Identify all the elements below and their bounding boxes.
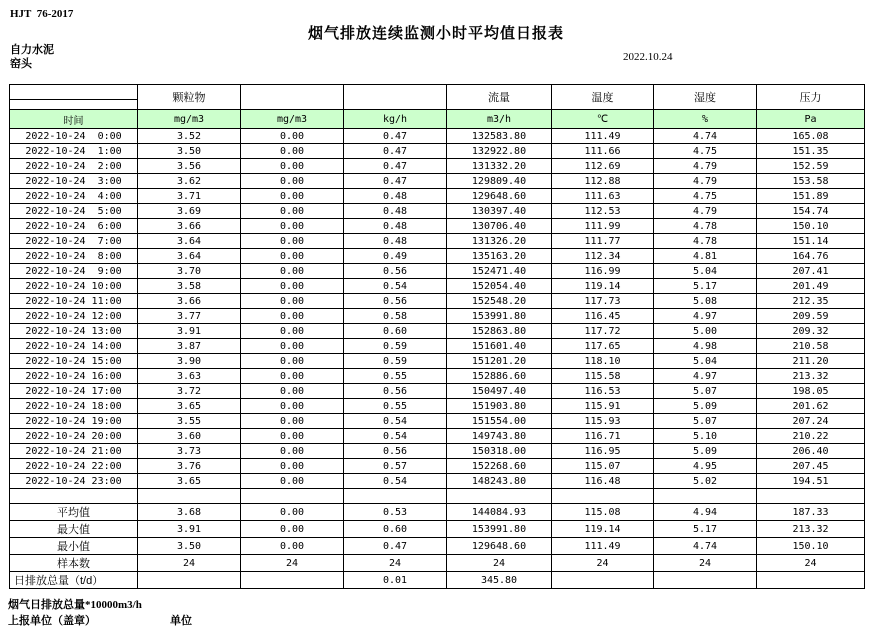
value-cell: 0.47 [344, 159, 447, 174]
value-cell: 210.58 [757, 339, 865, 354]
value-cell: 3.91 [138, 324, 241, 339]
data-row [10, 279, 865, 294]
value-cell: 0.00 [241, 444, 344, 459]
data-row [10, 354, 865, 369]
value-cell: 0.00 [241, 294, 344, 309]
value-cell: 0.00 [241, 159, 344, 174]
summary-value-cell [654, 572, 757, 589]
summary-value-cell [241, 572, 344, 589]
value-cell: 0.00 [241, 324, 344, 339]
data-row [10, 144, 865, 159]
value-cell: 0.47 [344, 174, 447, 189]
summary-label: 最大值 [10, 521, 138, 538]
value-cell: 3.50 [138, 144, 241, 159]
value-cell: 4.75 [654, 189, 757, 204]
header-pressure: 压力 [757, 85, 865, 110]
value-cell: 0.00 [241, 264, 344, 279]
time-cell: 2022-10-24 6:00 [10, 219, 138, 234]
value-cell: 117.72 [552, 324, 654, 339]
summary-label: 样本数 [10, 555, 138, 572]
value-cell: 0.00 [241, 399, 344, 414]
value-cell: 0.00 [241, 144, 344, 159]
value-cell: 5.09 [654, 399, 757, 414]
value-cell: 0.00 [241, 369, 344, 384]
time-cell: 2022-10-24 23:00 [10, 474, 138, 489]
value-cell: 151554.00 [447, 414, 552, 429]
value-cell: 116.53 [552, 384, 654, 399]
value-cell: 0.54 [344, 474, 447, 489]
summary-value-cell: 111.49 [552, 538, 654, 555]
summary-value-cell: 0.60 [344, 521, 447, 538]
value-cell: 0.56 [344, 294, 447, 309]
value-cell: 0.00 [241, 429, 344, 444]
value-cell: 3.70 [138, 264, 241, 279]
summary-value-cell: 24 [138, 555, 241, 572]
value-cell: 0.00 [241, 459, 344, 474]
value-cell: 0.00 [241, 219, 344, 234]
value-cell: 0.00 [241, 174, 344, 189]
value-cell: 207.41 [757, 264, 865, 279]
spacer-row [10, 489, 865, 504]
report-table [9, 84, 865, 589]
data-row [10, 159, 865, 174]
time-cell: 2022-10-24 14:00 [10, 339, 138, 354]
summary-row [10, 504, 865, 521]
value-cell: 4.79 [654, 174, 757, 189]
summary-value-cell: 3.91 [138, 521, 241, 538]
summary-value-cell [757, 572, 865, 589]
value-cell: 5.04 [654, 354, 757, 369]
summary-value-cell: 144084.93 [447, 504, 552, 521]
time-cell: 2022-10-24 4:00 [10, 189, 138, 204]
value-cell: 151601.40 [447, 339, 552, 354]
value-cell: 4.74 [654, 129, 757, 144]
value-cell: 117.65 [552, 339, 654, 354]
value-cell: 5.08 [654, 294, 757, 309]
value-cell: 152886.60 [447, 369, 552, 384]
value-cell: 3.90 [138, 354, 241, 369]
value-cell: 0.00 [241, 204, 344, 219]
value-cell: 3.76 [138, 459, 241, 474]
summary-label: 日排放总量（t/d） [10, 572, 138, 589]
value-cell: 116.45 [552, 309, 654, 324]
value-cell: 3.65 [138, 399, 241, 414]
value-cell: 118.10 [552, 354, 654, 369]
spacer-cell [757, 489, 865, 504]
value-cell: 151.35 [757, 144, 865, 159]
value-cell: 151903.80 [447, 399, 552, 414]
value-cell: 0.00 [241, 384, 344, 399]
value-cell: 4.78 [654, 234, 757, 249]
time-cell: 2022-10-24 15:00 [10, 354, 138, 369]
summary-value-cell: 3.50 [138, 538, 241, 555]
value-cell: 112.88 [552, 174, 654, 189]
time-cell: 2022-10-24 3:00 [10, 174, 138, 189]
value-cell: 0.59 [344, 339, 447, 354]
value-cell: 210.22 [757, 429, 865, 444]
summary-value-cell: 24 [654, 555, 757, 572]
value-cell: 4.81 [654, 249, 757, 264]
summary-row [10, 572, 865, 589]
summary-row [10, 521, 865, 538]
value-cell: 116.48 [552, 474, 654, 489]
time-cell: 2022-10-24 9:00 [10, 264, 138, 279]
time-cell: 2022-10-24 10:00 [10, 279, 138, 294]
time-cell: 2022-10-24 13:00 [10, 324, 138, 339]
unit-label: 单位 [170, 615, 192, 627]
unit-mgm3-1: mg/m3 [138, 110, 241, 129]
value-cell: 115.91 [552, 399, 654, 414]
summary-value-cell [138, 572, 241, 589]
unit-m3h: m3/h [447, 110, 552, 129]
value-cell: 116.95 [552, 444, 654, 459]
monitoring-point: 窑头 [10, 58, 32, 70]
spacer-cell [241, 489, 344, 504]
value-cell: 4.79 [654, 204, 757, 219]
value-cell: 152471.40 [447, 264, 552, 279]
data-row [10, 399, 865, 414]
value-cell: 0.60 [344, 324, 447, 339]
summary-value-cell: 0.47 [344, 538, 447, 555]
report-unit-label: 上报单位（盖章） [8, 615, 96, 627]
summary-label: 平均值 [10, 504, 138, 521]
header-humidity: 湿度 [654, 85, 757, 110]
value-cell: 3.65 [138, 474, 241, 489]
summary-value-cell: 115.08 [552, 504, 654, 521]
value-cell: 131326.20 [447, 234, 552, 249]
data-row [10, 309, 865, 324]
summary-value-cell: 129648.60 [447, 538, 552, 555]
value-cell: 207.45 [757, 459, 865, 474]
value-cell: 115.93 [552, 414, 654, 429]
value-cell: 148243.80 [447, 474, 552, 489]
value-cell: 153991.80 [447, 309, 552, 324]
unit-mgm3-2: mg/m3 [241, 110, 344, 129]
summary-value-cell: 119.14 [552, 521, 654, 538]
value-cell: 0.00 [241, 189, 344, 204]
time-cell: 2022-10-24 18:00 [10, 399, 138, 414]
data-row [10, 219, 865, 234]
value-cell: 119.14 [552, 279, 654, 294]
value-cell: 0.54 [344, 279, 447, 294]
header-empty-2 [344, 85, 447, 110]
value-cell: 3.60 [138, 429, 241, 444]
page-title: 烟气排放连续监测小时平均值日报表 [307, 26, 564, 42]
summary-value-cell: 3.68 [138, 504, 241, 521]
value-cell: 0.55 [344, 369, 447, 384]
value-cell: 132583.80 [447, 129, 552, 144]
time-cell: 2022-10-24 16:00 [10, 369, 138, 384]
value-cell: 4.95 [654, 459, 757, 474]
data-row [10, 429, 865, 444]
summary-label: 最小值 [10, 538, 138, 555]
value-cell: 201.62 [757, 399, 865, 414]
value-cell: 5.02 [654, 474, 757, 489]
value-cell: 0.00 [241, 129, 344, 144]
value-cell: 129809.40 [447, 174, 552, 189]
data-row [10, 174, 865, 189]
value-cell: 0.59 [344, 354, 447, 369]
summary-value-cell: 213.32 [757, 521, 865, 538]
value-cell: 3.66 [138, 219, 241, 234]
value-cell: 4.75 [654, 144, 757, 159]
value-cell: 212.35 [757, 294, 865, 309]
value-cell: 194.51 [757, 474, 865, 489]
value-cell: 3.87 [138, 339, 241, 354]
header-temperature: 温度 [552, 85, 654, 110]
spacer-cell [138, 489, 241, 504]
time-cell: 2022-10-24 17:00 [10, 384, 138, 399]
value-cell: 3.52 [138, 129, 241, 144]
unit-percent: % [654, 110, 757, 129]
summary-value-cell: 153991.80 [447, 521, 552, 538]
value-cell: 213.32 [757, 369, 865, 384]
value-cell: 5.07 [654, 384, 757, 399]
unit-time: 时间 [10, 110, 138, 129]
value-cell: 0.56 [344, 264, 447, 279]
value-cell: 3.77 [138, 309, 241, 324]
unit-header-row [10, 110, 865, 129]
header-empty-1 [241, 85, 344, 110]
value-cell: 152268.60 [447, 459, 552, 474]
value-cell: 4.98 [654, 339, 757, 354]
value-cell: 0.00 [241, 249, 344, 264]
value-cell: 0.00 [241, 354, 344, 369]
value-cell: 112.34 [552, 249, 654, 264]
value-cell: 3.73 [138, 444, 241, 459]
value-cell: 116.99 [552, 264, 654, 279]
value-cell: 111.49 [552, 129, 654, 144]
value-cell: 111.66 [552, 144, 654, 159]
value-cell: 115.07 [552, 459, 654, 474]
table-body [10, 129, 865, 589]
value-cell: 131332.20 [447, 159, 552, 174]
spacer-cell [552, 489, 654, 504]
value-cell: 3.58 [138, 279, 241, 294]
value-cell: 209.32 [757, 324, 865, 339]
time-cell: 2022-10-24 12:00 [10, 309, 138, 324]
value-cell: 0.00 [241, 414, 344, 429]
spacer-cell [344, 489, 447, 504]
time-cell: 2022-10-24 0:00 [10, 129, 138, 144]
standard-code: HJT 76-2017 [10, 8, 74, 20]
value-cell: 111.77 [552, 234, 654, 249]
value-cell: 3.64 [138, 234, 241, 249]
value-cell: 4.97 [654, 309, 757, 324]
value-cell: 0.54 [344, 429, 447, 444]
time-cell: 2022-10-24 19:00 [10, 414, 138, 429]
value-cell: 5.04 [654, 264, 757, 279]
summary-value-cell: 24 [552, 555, 654, 572]
summary-value-cell: 24 [447, 555, 552, 572]
header-flow: 流量 [447, 85, 552, 110]
value-cell: 5.09 [654, 444, 757, 459]
value-cell: 152054.40 [447, 279, 552, 294]
value-cell: 0.47 [344, 129, 447, 144]
data-row [10, 294, 865, 309]
value-cell: 152.59 [757, 159, 865, 174]
value-cell: 0.48 [344, 219, 447, 234]
data-row [10, 339, 865, 354]
value-cell: 0.00 [241, 234, 344, 249]
summary-row [10, 555, 865, 572]
value-cell: 3.56 [138, 159, 241, 174]
report-date: 2022.10.24 [623, 51, 673, 63]
time-cell: 2022-10-24 8:00 [10, 249, 138, 264]
time-cell: 2022-10-24 21:00 [10, 444, 138, 459]
data-row [10, 249, 865, 264]
value-cell: 3.63 [138, 369, 241, 384]
summary-value-cell: 0.53 [344, 504, 447, 521]
header-particulate: 颗粒物 [138, 85, 241, 110]
value-cell: 5.10 [654, 429, 757, 444]
value-cell: 3.72 [138, 384, 241, 399]
summary-value-cell: 150.10 [757, 538, 865, 555]
summary-value-cell: 187.33 [757, 504, 865, 521]
summary-value-cell [552, 572, 654, 589]
unit-kgh: kg/h [344, 110, 447, 129]
value-cell: 0.48 [344, 234, 447, 249]
value-cell: 0.56 [344, 384, 447, 399]
time-cell: 2022-10-24 11:00 [10, 294, 138, 309]
value-cell: 3.69 [138, 204, 241, 219]
time-cell: 2022-10-24 22:00 [10, 459, 138, 474]
value-cell: 0.57 [344, 459, 447, 474]
value-cell: 135163.20 [447, 249, 552, 264]
value-cell: 5.00 [654, 324, 757, 339]
value-cell: 207.24 [757, 414, 865, 429]
value-cell: 165.08 [757, 129, 865, 144]
summary-value-cell: 4.74 [654, 538, 757, 555]
value-cell: 116.71 [552, 429, 654, 444]
value-cell: 154.74 [757, 204, 865, 219]
data-row [10, 414, 865, 429]
value-cell: 130706.40 [447, 219, 552, 234]
value-cell: 209.59 [757, 309, 865, 324]
data-row [10, 324, 865, 339]
summary-value-cell: 0.00 [241, 538, 344, 555]
unit-pa: Pa [757, 110, 865, 129]
time-cell: 2022-10-24 20:00 [10, 429, 138, 444]
value-cell: 164.76 [757, 249, 865, 264]
value-cell: 0.00 [241, 309, 344, 324]
value-cell: 206.40 [757, 444, 865, 459]
data-row [10, 444, 865, 459]
summary-value-cell: 4.94 [654, 504, 757, 521]
value-cell: 0.00 [241, 279, 344, 294]
time-header-bottom-cell [10, 100, 138, 110]
data-row [10, 129, 865, 144]
value-cell: 150.10 [757, 219, 865, 234]
value-cell: 5.17 [654, 279, 757, 294]
company-name: 自力水泥 [10, 44, 54, 56]
time-cell: 2022-10-24 5:00 [10, 204, 138, 219]
data-row [10, 234, 865, 249]
value-cell: 153.58 [757, 174, 865, 189]
spacer-cell [654, 489, 757, 504]
data-row [10, 369, 865, 384]
unit-celsius: ℃ [552, 110, 654, 129]
spacer-cell [10, 489, 138, 504]
value-cell: 4.78 [654, 219, 757, 234]
value-cell: 152548.20 [447, 294, 552, 309]
summary-value-cell: 0.00 [241, 521, 344, 538]
value-cell: 3.55 [138, 414, 241, 429]
value-cell: 0.48 [344, 189, 447, 204]
value-cell: 198.05 [757, 384, 865, 399]
time-cell: 2022-10-24 2:00 [10, 159, 138, 174]
value-cell: 130397.40 [447, 204, 552, 219]
value-cell: 0.48 [344, 204, 447, 219]
data-row [10, 384, 865, 399]
value-cell: 132922.80 [447, 144, 552, 159]
summary-value-cell: 0.01 [344, 572, 447, 589]
value-cell: 151.14 [757, 234, 865, 249]
data-row [10, 204, 865, 219]
flow-total-note: 烟气日排放总量*10000m3/h [8, 599, 142, 611]
summary-value-cell: 24 [757, 555, 865, 572]
summary-value-cell: 345.80 [447, 572, 552, 589]
summary-value-cell: 24 [241, 555, 344, 572]
value-cell: 115.58 [552, 369, 654, 384]
value-cell: 0.58 [344, 309, 447, 324]
summary-value-cell: 24 [344, 555, 447, 572]
value-cell: 4.79 [654, 159, 757, 174]
group-header-row [10, 85, 865, 100]
value-cell: 3.71 [138, 189, 241, 204]
value-cell: 0.00 [241, 474, 344, 489]
value-cell: 201.49 [757, 279, 865, 294]
data-row [10, 264, 865, 279]
value-cell: 0.55 [344, 399, 447, 414]
value-cell: 150318.00 [447, 444, 552, 459]
value-cell: 211.20 [757, 354, 865, 369]
value-cell: 0.54 [344, 414, 447, 429]
value-cell: 117.73 [552, 294, 654, 309]
value-cell: 111.63 [552, 189, 654, 204]
value-cell: 151201.20 [447, 354, 552, 369]
value-cell: 152863.80 [447, 324, 552, 339]
value-cell: 0.00 [241, 339, 344, 354]
value-cell: 150497.40 [447, 384, 552, 399]
summary-row [10, 538, 865, 555]
value-cell: 112.69 [552, 159, 654, 174]
value-cell: 129648.60 [447, 189, 552, 204]
value-cell: 3.66 [138, 294, 241, 309]
value-cell: 3.64 [138, 249, 241, 264]
data-row [10, 459, 865, 474]
value-cell: 4.97 [654, 369, 757, 384]
value-cell: 3.62 [138, 174, 241, 189]
value-cell: 151.89 [757, 189, 865, 204]
spacer-cell [447, 489, 552, 504]
value-cell: 0.47 [344, 144, 447, 159]
time-cell: 2022-10-24 7:00 [10, 234, 138, 249]
summary-value-cell: 0.00 [241, 504, 344, 521]
time-cell: 2022-10-24 1:00 [10, 144, 138, 159]
value-cell: 0.49 [344, 249, 447, 264]
data-row [10, 474, 865, 489]
time-header-top-cell [10, 85, 138, 100]
value-cell: 5.07 [654, 414, 757, 429]
value-cell: 0.56 [344, 444, 447, 459]
value-cell: 149743.80 [447, 429, 552, 444]
value-cell: 111.99 [552, 219, 654, 234]
value-cell: 112.53 [552, 204, 654, 219]
summary-value-cell: 5.17 [654, 521, 757, 538]
data-row [10, 189, 865, 204]
